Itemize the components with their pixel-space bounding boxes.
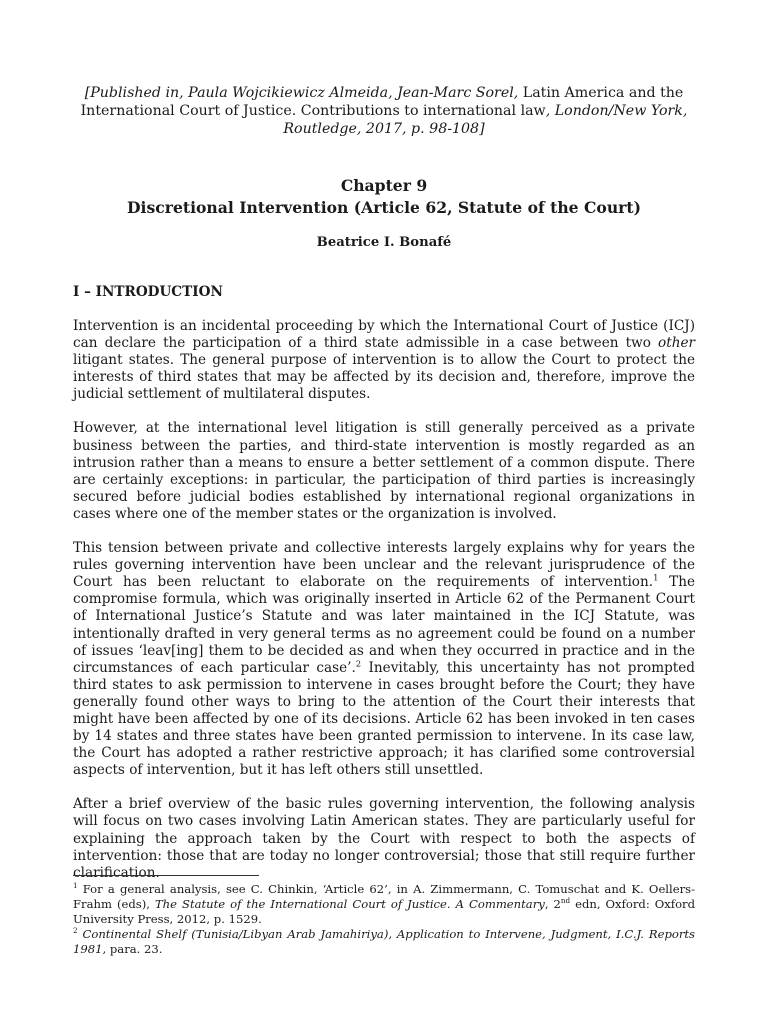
paragraph-1-text-a: Intervention is an incidental proceeding by which the International Court of Justice (ICJ) can declare the participation of a third state admissible in a case between two bbox=[73, 318, 695, 352]
chapter-number: Chapter 9 bbox=[340, 176, 428, 195]
paragraph-3 bbox=[73, 540, 695, 779]
body-text bbox=[73, 318, 695, 899]
paragraph-1-text-b: litigant states. The general purpose of intervention is to allow the Court to protect the interests of third states that may be affected by its decision and, therefore, improve the judicial settlement of multilateral disputes. bbox=[73, 352, 695, 403]
publication-note-book-title: Latin America and the International Court of Justice. Contributions to international law bbox=[80, 85, 684, 119]
footnote-1 bbox=[73, 882, 695, 927]
paragraph-3-text-a: This tension between private and collective interests largely explains why for years the rules governing intervention have been unclear and the relevant jurisprudence of the Court has been reluctant to elaborate on the requirements of intervention. bbox=[73, 540, 695, 591]
chapter-author: Beatrice I. Bonafé bbox=[316, 235, 452, 250]
paragraph-4: After a brief overview of the basic rules governing intervention, the following analysis will focus on two cases involving Latin American states. They are particularly useful for explaining the approach taken by the Court with respect to both the aspects of intervention: those that are today no longer controversial; those that still require further clarification. bbox=[73, 796, 695, 881]
footnote-1-ordinal: nd bbox=[560, 896, 571, 906]
footnote-ref-2[interactable]: 2 bbox=[355, 658, 362, 669]
paragraph-1-emphasis: other bbox=[658, 335, 695, 352]
footnote-ref-1[interactable]: 1 bbox=[653, 572, 659, 583]
footnote-1-book-title: The Statute of the International Court of Justice. A Commentary bbox=[154, 897, 545, 911]
section-heading: I – INTRODUCTION bbox=[73, 284, 223, 300]
footnote-2 bbox=[73, 927, 695, 957]
paragraph-1 bbox=[73, 318, 695, 403]
footnotes bbox=[73, 882, 695, 957]
paragraph-3-text-b: The compromise formula, which was originally inserted in Article 62 of the Permanent Court of International Justice’s Statute and was later maintained in the ICJ Statute, was intentionally drafted in very general terms as no agreement could be found on a number of issues ‘leav[ing] them to be decided as and when they occurred in practice and in the circumstances of each particular case’. bbox=[73, 574, 695, 676]
publication-note-part2: , London/New York, Routledge, 2017, p. 98-108] bbox=[283, 103, 688, 137]
footnote-divider bbox=[73, 875, 259, 876]
footnote-1-text-a: For a general analysis, see C. Chinkin, ‘Article 62’, in A. Zimmermann, C. Tomuschat and K. Oellers-Frahm (eds), bbox=[73, 882, 695, 911]
publication-note-part1: [Published in, Paula Wojcikiewicz Almeida, Jean-Marc Sorel, bbox=[84, 85, 523, 101]
footnote-1-text-b: , 2 bbox=[544, 897, 561, 911]
chapter-title: Discretional Intervention (Article 62, Statute of the Court) bbox=[127, 198, 641, 217]
paragraph-3-text-c: Inevitably, this uncertainty has not prompted third states to ask permission to intervene in cases brought before the Court; they have generally found other ways to bring to the attention of the Court their interests that might have been affected by one of its decisions. Article 62 has been invoked in ten cases by 14 states and three states have been granted permission to intervene. In its case law, the Court has adopted a rather restrictive approach; it has clarified some controversial aspects of intervention, but it has left others still unsettled. bbox=[73, 659, 695, 779]
footnote-2-text-b: , para. 23. bbox=[102, 942, 163, 956]
publication-note bbox=[60, 84, 708, 138]
paragraph-2: However, at the international level litigation is still generally perceived as a private business between the parties, and third-state intervention is mostly regarded as an intrusion rather than a means to ensure a better settlement of a common dispute. There are certainly exceptions: in particular, the participation of third parties is increasingly secured before judicial bodies established by international regional organizations in cases where one of the member states or the organization is involved. bbox=[73, 420, 695, 522]
chapter-title-block bbox=[60, 175, 708, 219]
footnote-2-case-title: Continental Shelf (Tunisia/Libyan Arab Jamahiriya), Application to Intervene, Judgment, I.C.J. Reports 1981 bbox=[73, 927, 696, 956]
footnote-1-text-c: edn, Oxford: Oxford University Press, 2012, p. 1529. bbox=[73, 897, 696, 926]
footnote-1-marker: 1 bbox=[73, 881, 78, 891]
footnote-2-marker: 2 bbox=[73, 926, 78, 936]
